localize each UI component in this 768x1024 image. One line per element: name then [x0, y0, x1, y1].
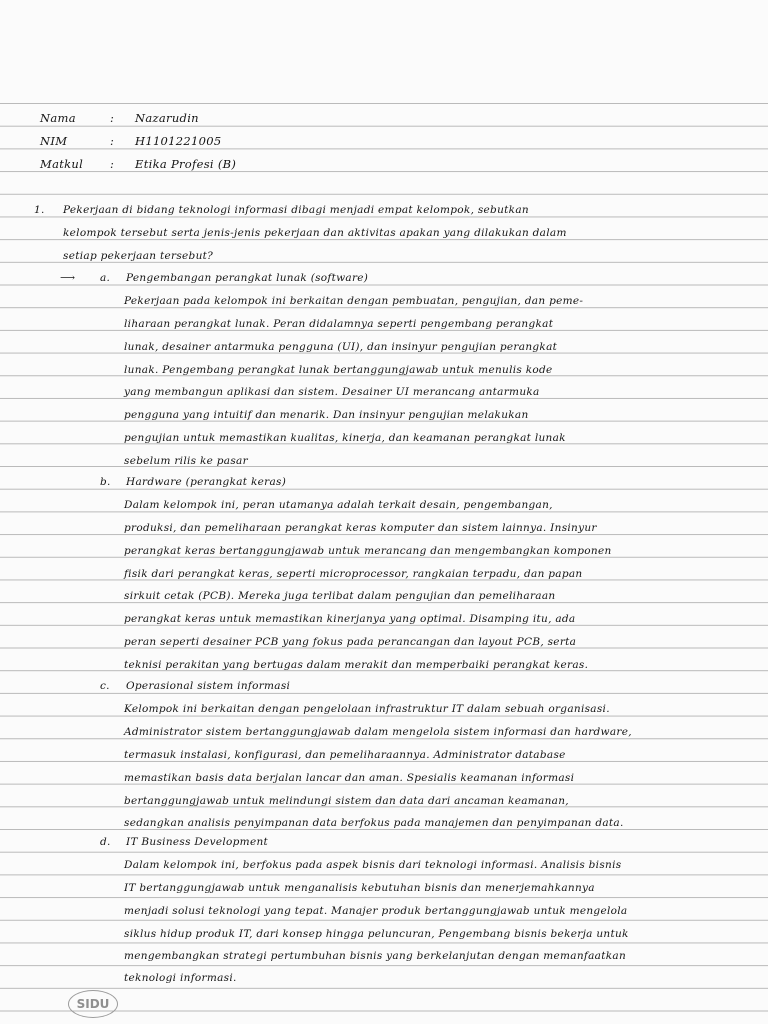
nim-separator: :: [110, 134, 115, 148]
section-d-line: teknologi informasi.: [124, 972, 237, 984]
section-a-label: a.: [100, 272, 111, 284]
section-c-line: memastikan basis data berjalan lancar dan aman. Spesialis keamanan informasi: [124, 772, 575, 784]
section-b-line: Dalam kelompok ini, peran utamanya adalah terkait desain, pengembangan,: [124, 499, 553, 511]
page-top-margin: [0, 0, 768, 100]
nama-label: Nama: [40, 111, 76, 125]
section-c-title: Operasional sistem informasi: [126, 680, 291, 692]
section-c-line: termasuk instalasi, konfigurasi, dan pemeliharaannya. Administrator database: [124, 749, 566, 761]
section-b-line: produksi, dan pemeliharaan perangkat keras komputer dan sistem lainnya. Insinyur: [124, 522, 597, 534]
section-a-line: pengguna yang intuitif dan menarik. Dan insinyur pengujian melakukan: [124, 409, 529, 421]
arrow-icon: ⟶: [60, 272, 76, 284]
section-b-line: perangkat keras bertanggungjawab untuk merancang dan mengembangkan komponen: [124, 545, 612, 557]
nim-value: H1101221005: [135, 134, 222, 148]
section-a-line: Pekerjaan pada kelompok ini berkaitan dengan pembuatan, pengujian, dan peme-: [124, 295, 584, 307]
section-d-line: Dalam kelompok ini, berfokus pada aspek bisnis dari teknologi informasi. Analisis bisnis: [124, 859, 622, 871]
section-a-title: Pengembangan perangkat lunak (software): [126, 272, 369, 284]
section-c-line: Administrator sistem bertanggungjawab dalam mengelola sistem informasi dan hardware,: [124, 726, 632, 738]
nim-label: NIM: [40, 134, 68, 148]
sidu-logo: SIDU: [68, 990, 118, 1018]
matkul-label: Matkul: [40, 157, 84, 171]
matkul-separator: :: [110, 157, 115, 171]
section-a-line: sebelum rilis ke pasar: [124, 455, 248, 467]
section-c-line: bertanggungjawab untuk melindungi sistem dan data dari ancaman keamanan,: [124, 795, 569, 807]
question-line: setiap pekerjaan tersebut?: [63, 250, 214, 262]
section-b-title: Hardware (perangkat keras): [126, 476, 287, 488]
section-c-line: Kelompok ini berkaitan dengan pengelolaan infrastruktur IT dalam sebuah organisasi.: [124, 703, 610, 715]
section-d-line: mengembangkan strategi pertumbuhan bisnis yang berkelanjutan dengan memanfaatkan: [124, 950, 627, 962]
section-b-label: b.: [100, 476, 111, 488]
section-a-line: pengujian untuk memastikan kualitas, kinerja, dan keamanan perangkat lunak: [124, 432, 566, 444]
section-a-line: lunak. Pengembang perangkat lunak bertanggungjawab untuk menulis kode: [124, 364, 553, 376]
question-line: Pekerjaan di bidang teknologi informasi dibagi menjadi empat kelompok, sebutkan: [63, 204, 529, 216]
section-c-label: c.: [100, 680, 110, 692]
section-b-line: peran seperti desainer PCB yang fokus pada perancangan dan layout PCB, serta: [124, 636, 577, 648]
section-d-line: siklus hidup produk IT, dari konsep hingga peluncuran, Pengembang bisnis bekerja untuk: [124, 928, 629, 940]
section-a-line: yang membangun aplikasi dan sistem. Desainer UI merancang antarmuka: [124, 386, 540, 398]
section-a-line: liharaan perangkat lunak. Peran didalamnya seperti pengembang perangkat: [124, 318, 554, 330]
question-number: 1.: [34, 204, 45, 216]
section-d-line: IT bertanggungjawab untuk menganalisis kebutuhan bisnis dan menerjemahkannya: [124, 882, 595, 894]
matkul-value: Etika Profesi (B): [135, 157, 237, 171]
nama-separator: :: [110, 111, 115, 125]
section-d-label: d.: [100, 836, 111, 848]
nama-value: Nazarudin: [135, 111, 199, 125]
section-b-line: sirkuit cetak (PCB). Mereka juga terlibat dalam pengujian dan pemeliharaan: [124, 590, 556, 602]
section-c-line: sedangkan analisis penyimpanan data berfokus pada manajemen dan penyimpanan data.: [124, 817, 624, 829]
section-a-line: lunak, desainer antarmuka pengguna (UI), dan insinyur pengujian perangkat: [124, 341, 558, 353]
section-d-line: menjadi solusi teknologi yang tepat. Manajer produk bertanggungjawab untuk mengelola: [124, 905, 628, 917]
question-line: kelompok tersebut serta jenis-jenis pekerjaan dan aktivitas apakan yang dilakukan dalam: [63, 227, 567, 239]
section-d-title: IT Business Development: [126, 836, 269, 848]
section-b-line: perangkat keras untuk memastikan kinerjanya yang optimal. Disamping itu, ada: [124, 613, 576, 625]
section-b-line: fisik dari perangkat keras, seperti microprocessor, rangkaian terpadu, dan papan: [124, 568, 583, 580]
section-b-line: teknisi perakitan yang bertugas dalam merakit dan memperbaiki perangkat keras.: [124, 659, 589, 671]
